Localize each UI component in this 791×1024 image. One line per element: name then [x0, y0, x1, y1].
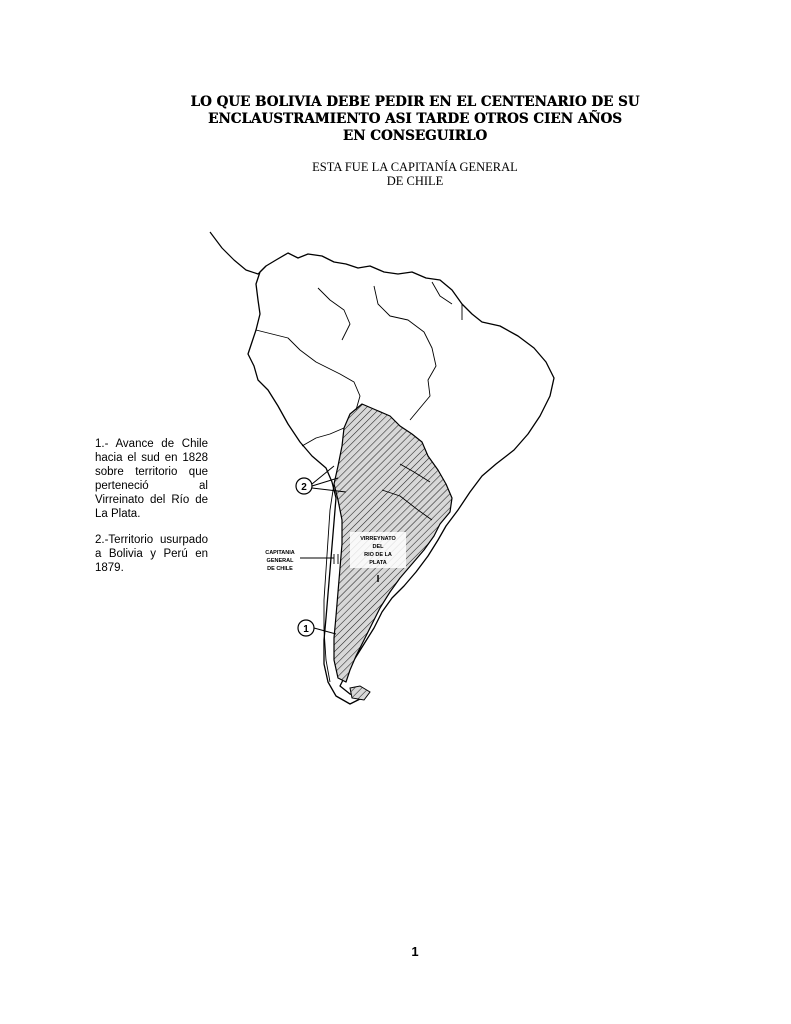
page-number: 1	[411, 944, 419, 959]
subtitle-line-1: ESTA FUE LA CAPITANÍA GENERAL	[312, 160, 518, 174]
title-line-1: LO QUE BOLIVIA DEBE PEDIR EN EL CENTENARIO DE SU	[190, 94, 640, 110]
capitania-bracket	[300, 554, 338, 564]
virreynato-label-3: RIO DE LA	[364, 552, 392, 558]
capitania-label-2: GENERAL	[266, 558, 294, 564]
central-america-outline	[210, 232, 266, 274]
marker-2-label: 2	[301, 482, 307, 493]
region-numeral: I	[376, 574, 380, 585]
subtitle-line-2: DE CHILE	[386, 174, 444, 188]
capitania-label-1: CAPITANIA	[265, 550, 295, 556]
document-title	[150, 94, 680, 145]
map-legend	[95, 437, 208, 587]
legend-item-1: 1.- Avance de Chile hacia el sud en 1828 sobre territorio que perteneció al Virreinato del Río de La Plata.	[95, 438, 208, 520]
marker-1-label: 1	[303, 624, 309, 635]
virreynato-label-1: VIRREYNATO	[360, 536, 396, 542]
virreynato-label-4: PLATA	[369, 560, 387, 566]
tierra-del-fuego	[350, 686, 370, 700]
capitania-label-3: DE CHILE	[267, 566, 293, 572]
legend-item-2: 2.-Territorio usurpado a Bolivia y Perú en 1879.	[95, 534, 208, 574]
document-subtitle	[230, 160, 600, 188]
title-line-3: EN CONSEGUIRLO	[342, 128, 488, 144]
title-line-2: ENCLAUSTRAMIENTO ASI TARDE OTROS CIEN AÑOS	[208, 111, 622, 127]
south-america-map	[200, 220, 580, 710]
virreynato-label-2: DEL	[372, 544, 384, 550]
